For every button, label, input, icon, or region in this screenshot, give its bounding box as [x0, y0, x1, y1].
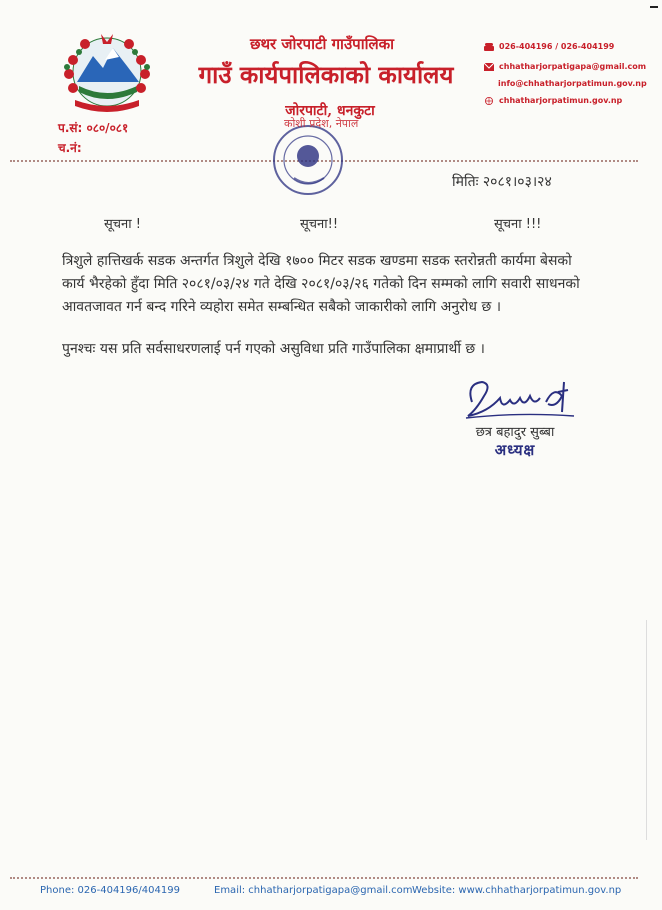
contact-email-1: [484, 62, 646, 71]
body-line-2: कार्य भैरहेको हुँदा मिति २०८१/०३/२४ गते देखि २०८१/०३/२६ गतेको दिन सम्मको लागि सवारी साधनको: [62, 276, 580, 292]
nepal-emblem-icon: [55, 30, 159, 114]
notice-heading-3: सूचना !!!: [494, 217, 542, 232]
dispatch-number: च.नं:: [58, 141, 82, 155]
footer-website: Website: www.chhatharjorpatimun.gov.np: [412, 885, 622, 896]
body-paragraph-1: [62, 250, 602, 319]
footer-phone: Phone: 026-404196/404199: [40, 885, 180, 896]
reference-number: प.सं: ०८०/०८१: [58, 121, 129, 135]
footer-divider: [10, 877, 638, 879]
stamp-text: कोशी प्रदेश, नेपाल: [284, 117, 359, 130]
page-edge-mark: [650, 6, 658, 8]
contact-phone: [484, 42, 614, 51]
office-subtitle: छथर जोरपाटी गाउँपालिका: [249, 35, 395, 53]
signatory-title: अध्यक्ष: [494, 441, 536, 459]
office-address: जोरपाटी, धनकुटा: [285, 103, 375, 119]
page-edge-shadow: [646, 620, 647, 840]
contact-email-2-text: info@chhatharjorpatimun.gov.np: [498, 79, 647, 88]
contact-email-1-text: chhatharjorpatigapa@gmail.com: [499, 62, 647, 71]
globe-icon: [484, 97, 494, 105]
mail-icon: [484, 63, 494, 71]
letter-date: मितिः २०८१।०३।२४: [452, 174, 552, 190]
footer-email: Email: chhatharjorpatigapa@gmail.com: [214, 885, 413, 896]
notice-heading-1: सूचना !: [104, 217, 141, 232]
contact-email-2: [498, 79, 647, 88]
signature-icon: [458, 372, 578, 424]
contact-website: [484, 96, 622, 105]
signatory-name: छत्र बहादुर सुब्बा: [475, 425, 555, 440]
phone-icon: [484, 43, 494, 51]
body-paragraph-2: पुनश्चः यस प्रति सर्वसाधरणलाई पर्न गएको असुविधा प्रति गाउँपालिका क्षमाप्रार्थी छ ।: [62, 341, 485, 357]
office-title: गाउँ कार्यपालिकाको कार्यालय: [198, 60, 454, 89]
body-line-1: त्रिशुले हात्तिखर्क सडक अन्तर्गत त्रिशुले देखि १७०० मिटर सडक खण्डमा सडक स्तरोन्नती कार्यमा बेसको: [62, 253, 572, 269]
contact-website-text: chhatharjorpatimun.gov.np: [499, 96, 623, 105]
notice-heading-2: सूचना!!: [300, 217, 339, 232]
body-line-3: आवतजावत गर्न बन्द गरिने व्यहोरा समेत सम्बन्धित सबैको जाकारीको लागि अनुरोध छ ।: [62, 299, 502, 315]
contact-phone-text: 026-404196 / 026-404199: [499, 42, 615, 51]
